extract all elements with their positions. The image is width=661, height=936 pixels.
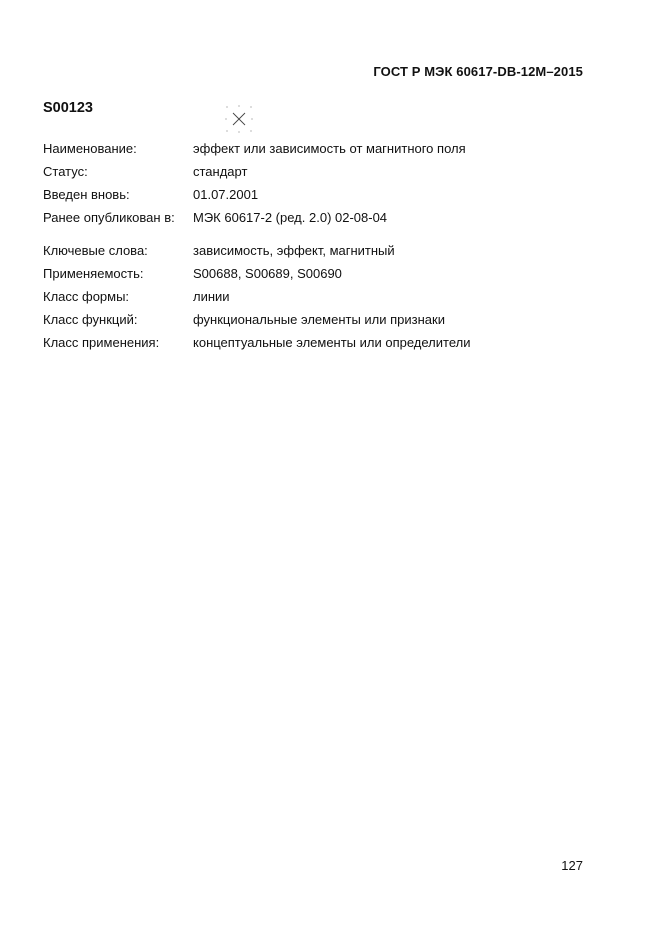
field-value: функциональные элементы или признаки <box>193 312 445 327</box>
field-label: Ключевые слова: <box>43 243 148 258</box>
field-label: Введен вновь: <box>43 187 130 202</box>
field-value: линии <box>193 289 230 304</box>
field-label: Класс функций: <box>43 312 138 327</box>
field-row-name <box>43 141 466 157</box>
field-value: зависимость, эффект, магнитный <box>193 243 395 258</box>
field-value: МЭК 60617-2 (ред. 2.0) 02-08-04 <box>193 210 388 225</box>
entry-code-title: S00123 <box>43 100 93 116</box>
field-value: стандарт <box>193 164 248 179</box>
document-header: ГОСТ Р МЭК 60617-DB-12M–2015 <box>373 64 583 79</box>
field-row-status <box>43 164 247 180</box>
field-label: Применяемость: <box>43 266 144 281</box>
field-row-introduced <box>43 187 258 203</box>
field-row-shape-class <box>43 289 230 305</box>
magnetic-field-effect-icon <box>225 105 253 133</box>
field-row-previously-published <box>43 210 387 226</box>
field-label: Ранее опубликован в: <box>43 210 175 225</box>
field-label: Наименование: <box>43 141 137 156</box>
field-row-keywords <box>43 243 395 259</box>
field-label: Класс формы: <box>43 289 130 304</box>
field-value: 01.07.2001 <box>193 187 259 202</box>
field-value: эффект или зависимость от магнитного поля <box>193 141 466 156</box>
field-row-applicability <box>43 266 342 282</box>
field-value: S00688, S00689, S00690 <box>193 266 342 281</box>
field-value: концептуальные элементы или определители <box>193 335 471 350</box>
field-row-function-class <box>43 312 445 328</box>
field-label: Класс применения: <box>43 335 160 350</box>
field-row-application-class <box>43 335 471 351</box>
page-number: 127 <box>561 858 583 873</box>
field-label: Статус: <box>43 164 88 179</box>
